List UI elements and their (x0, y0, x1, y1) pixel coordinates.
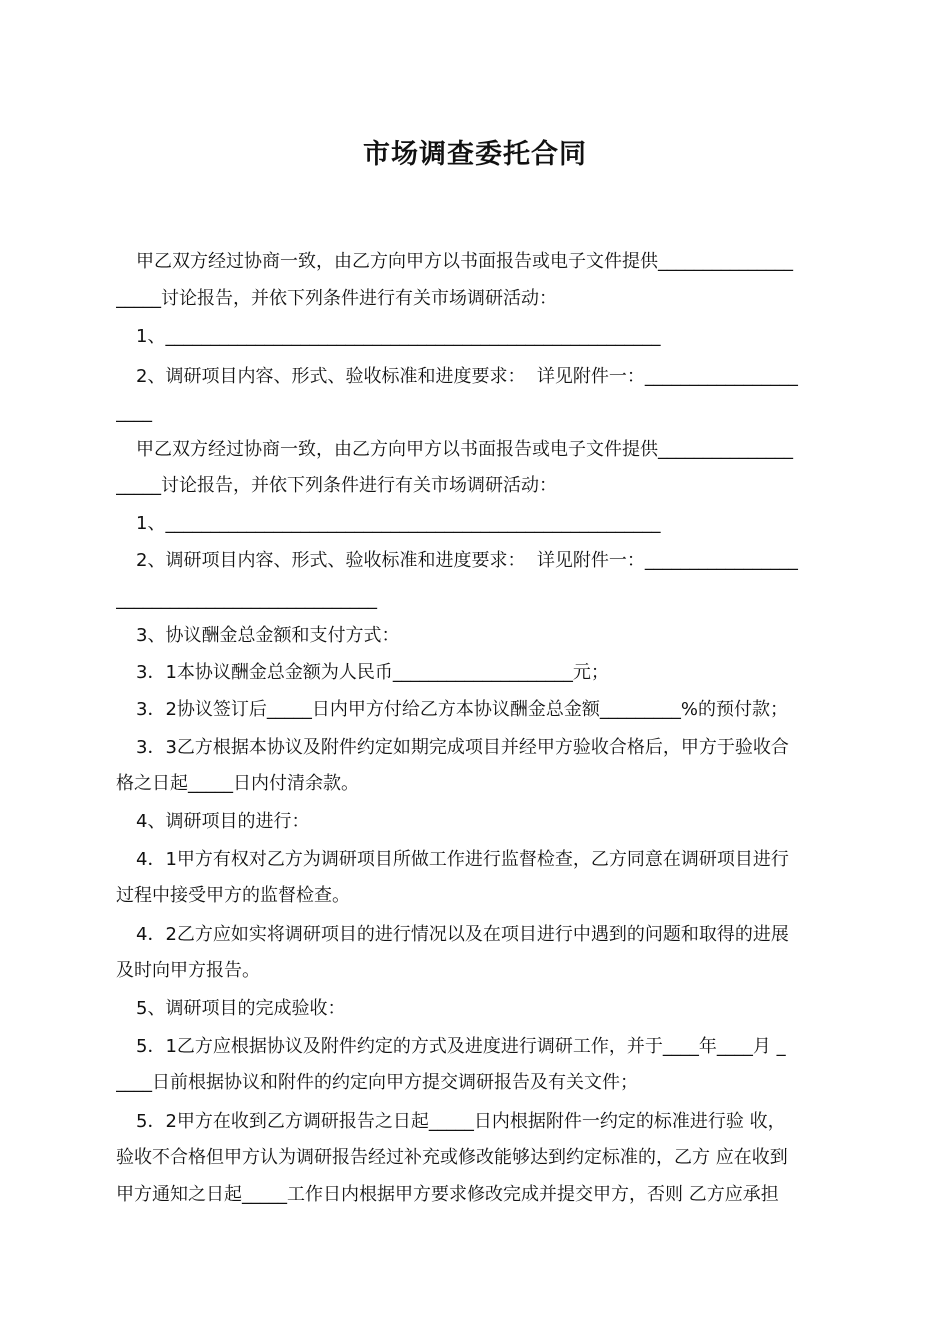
paragraph-line: 5．1乙方应根据协议及附件约定的方式及进度进行调研工作，并于____年____月 _ (136, 1036, 786, 1057)
paragraph-line: 3、协议酬金总金额和支付方式： (136, 625, 400, 646)
paragraph-line: 2、调研项目内容、形式、验收标准和进度要求： 详见附件一：_________________ (136, 550, 798, 571)
paragraph-line: 验收不合格但甲方认为调研报告经过补充或修改能够达到约定标准的，乙方 应在收到 (116, 1147, 788, 1168)
paragraph-line: 5、调研项目的完成验收： (136, 998, 346, 1019)
paragraph-line: _____讨论报告，并依下列条件进行有关市场调研活动： (116, 475, 557, 496)
paragraph-line: 4、调研项目的进行： (136, 811, 310, 832)
paragraph-line: 4．1甲方有权对乙方为调研项目所做工作进行监督检查，乙方同意在调研项目进行 (136, 849, 789, 870)
paragraph-line: 3．1本协议酬金总金额为人民币____________________元； (136, 662, 609, 683)
paragraph-line: 4．2乙方应如实将调研项目的进行情况以及在项目进行中遇到的问题和取得的进展 (136, 924, 789, 945)
paragraph-line: 甲方通知之日起_____工作日内根据甲方要求修改完成并提交甲方，否则 乙方应承担 (116, 1184, 779, 1205)
paragraph-line: 过程中接受甲方的监督检查。 (116, 885, 350, 906)
paragraph-line: ____ (116, 402, 152, 423)
paragraph-line: _____________________________ (116, 589, 377, 610)
paragraph-line: 3．3乙方根据本协议及附件约定如期完成项目并经甲方验收合格后，甲方于验收合 (136, 737, 789, 758)
paragraph-line: 格之日起_____日内付清余款。 (116, 773, 359, 794)
document-title: 市场调查委托合同 (363, 139, 587, 170)
paragraph-line: _____讨论报告，并依下列条件进行有关市场调研活动： (116, 288, 557, 309)
paragraph-line: 及时向甲方报告。 (116, 960, 260, 981)
paragraph-line: 5．2甲方在收到乙方调研报告之日起_____日内根据附件一约定的标准进行验 收， (136, 1111, 786, 1132)
paragraph-line: 1、_______________________________________________________ (136, 513, 661, 534)
paragraph-line: 甲乙双方经过协商一致，由乙方向甲方以书面报告或电子文件提供_______________ (136, 251, 793, 272)
paragraph-line: 甲乙双方经过协商一致，由乙方向甲方以书面报告或电子文件提供_______________ (136, 439, 793, 460)
paragraph-line: ____日前根据协议和附件的约定向甲方提交调研报告及有关文件； (116, 1072, 638, 1093)
paragraph-line: 3．2协议签订后_____日内甲方付给乙方本协议酬金总金额_________%的预付款； (136, 699, 789, 720)
paragraph-line: 2、调研项目内容、形式、验收标准和进度要求： 详见附件一：_________________ (136, 366, 798, 387)
paragraph-line: 1、_______________________________________________________ (136, 326, 661, 347)
